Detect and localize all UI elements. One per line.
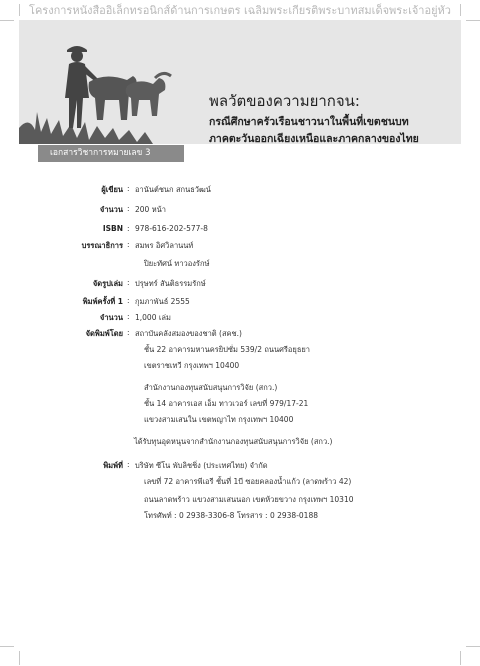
crop-mark	[19, 4, 20, 16]
publisher-line-3: เขตราชเทวี กรุงเทพฯ 10400	[144, 361, 240, 370]
layout-row	[19, 278, 419, 290]
publisher-line-1: สถาบันคลังสมองของชาติ (สคช.)	[135, 329, 242, 338]
crop-mark	[460, 651, 461, 665]
crop-mark	[466, 20, 480, 21]
crop-mark	[0, 20, 14, 21]
publisher-line-5: ชั้น 14 อาคารเอส เอ็ม ทาวเวอร์ เลขที่ 979/17-21	[144, 399, 309, 408]
printer-line-2: เลขที่ 72 อาคารพีเอรี ชั้นที่ 1บี ซอยคลองน้ำแก้ว (ลาดพร้าว 42)	[144, 477, 352, 486]
pages-row	[19, 204, 419, 216]
book-title: พลวัตของความยากจน:	[209, 92, 360, 110]
printer-line-4: โทรศัพท์ : 0 2938-3306-8 โทรสาร : 0 2938-0188	[144, 511, 318, 520]
author-label: ผู้เขียน	[101, 185, 123, 194]
printing-value: กุมภาพันธ์ 2555	[135, 297, 190, 306]
author-value: อานันต์ชนก สกนธวัฒน์	[135, 185, 211, 194]
colon: :	[127, 184, 130, 193]
copies-value: 1,000 เล่ม	[135, 313, 171, 322]
series-label: เอกสารวิชาการหมายเลข 3	[38, 145, 184, 162]
crop-mark	[19, 651, 20, 665]
book-subtitle-line-1: กรณีศึกษาครัวเรือนชาวนาในพื้นที่เขตชนบท	[209, 116, 409, 128]
crop-mark	[466, 646, 480, 647]
printing-row	[19, 296, 419, 308]
colon: :	[127, 278, 130, 287]
isbn-label: ISBN	[102, 224, 123, 233]
book-page	[19, 20, 461, 646]
author-row	[19, 184, 419, 196]
running-header: โครงการหนังสืออิเล็กทรอนิกส์ด้านการเกษตร เฉลิมพระเกียรติพระบาทสมเด็จพระเจ้าอยู่หัว	[0, 0, 480, 20]
editors-row	[19, 240, 419, 252]
colon: :	[127, 224, 130, 233]
book-subtitle-line-2: ภาคตะวันออกเฉียงเหนือและภาคกลางของไทย	[209, 133, 419, 145]
editor-2: ปิยะทัศน์ ทาวองรักษ์	[144, 259, 210, 268]
colon: :	[127, 312, 130, 321]
funding-note: ได้รับทุนอุดหนุนจากสำนักงานกองทุนสนับสนุนการวิจัย (สกว.)	[134, 437, 333, 446]
crop-mark	[0, 646, 14, 647]
colon: :	[127, 460, 130, 469]
publisher-row	[19, 328, 419, 340]
printer-label: พิมพ์ที่	[103, 461, 123, 470]
publisher-line-2: ชั้น 22 อาคารมหานครยิปซั่ม 539/2 ถนนศรีอยุธยา	[144, 345, 311, 354]
printer-line-3: ถนนลาดพร้าว แขวงสามเสนนอก เขตห้วยขวาง กรุงเทพฯ 10310	[144, 495, 354, 504]
colophon	[19, 20, 461, 646]
colon: :	[127, 328, 130, 337]
publisher-line-6: แขวงสามเสนใน เขตพญาไท กรุงเทพฯ 10400	[144, 415, 294, 424]
layout-value: ปรุษทร์ สันติธรรมรักษ์	[135, 279, 206, 288]
printer-line-1: บริษัท ซีโน พับลิชชิ่ง (ประเทศไทย) จำกัด	[135, 461, 268, 470]
pages-value: 200 หน้า	[135, 205, 166, 214]
editor-1: สมพร อิศวิลานนท์	[135, 241, 194, 250]
copies-row	[19, 312, 419, 324]
printer-row	[19, 460, 419, 472]
printing-label: พิมพ์ครั้งที่ 1	[82, 297, 123, 306]
colon: :	[127, 204, 130, 213]
isbn-value: 978-616-202-577-8	[135, 224, 208, 233]
colon: :	[127, 240, 130, 249]
layout-label: จัดรูปเล่ม	[92, 279, 123, 288]
publisher-line-4: สำนักงานกองทุนสนับสนุนการวิจัย (สกว.)	[144, 383, 278, 392]
pages-label: จำนวน	[99, 205, 123, 214]
editors-label: บรรณาธิการ	[81, 241, 123, 250]
isbn-row	[19, 224, 419, 236]
publisher-label: จัดพิมพ์โดย	[85, 329, 123, 338]
colon: :	[127, 296, 130, 305]
crop-mark	[460, 4, 461, 16]
copies-label: จำนวน	[99, 313, 123, 322]
